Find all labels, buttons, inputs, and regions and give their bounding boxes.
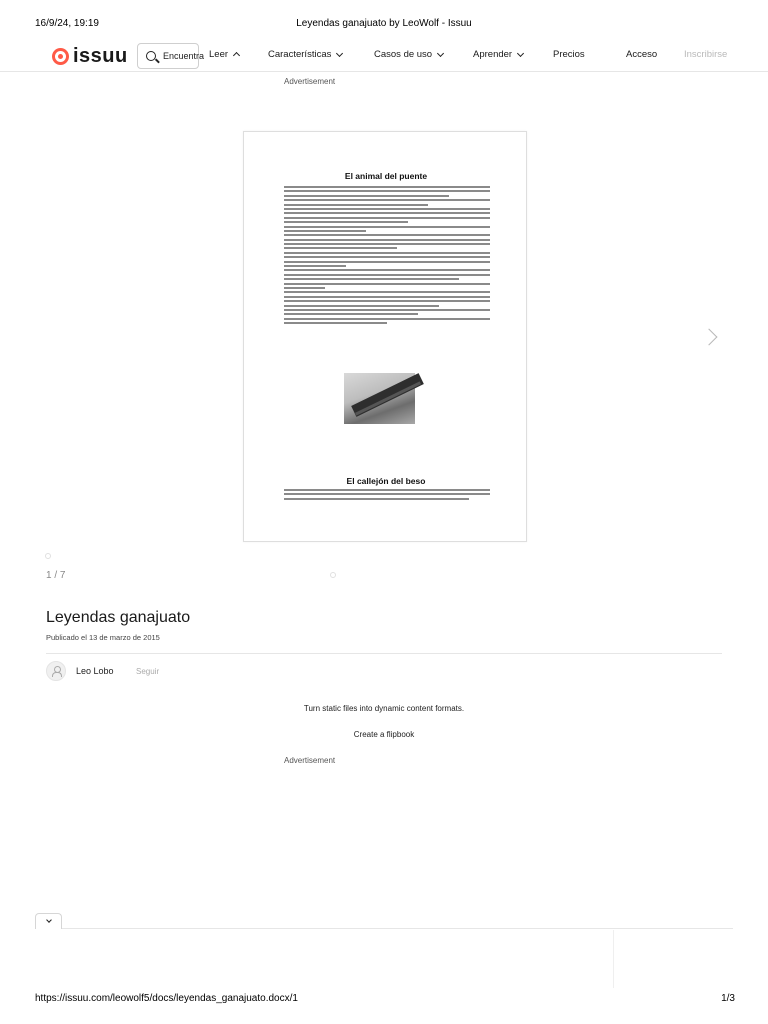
chevron-up-icon [233, 52, 240, 59]
print-url: https://issuu.com/leowolf5/docs/leyendas_ganajuato.docx/1 [35, 993, 298, 1004]
promo-text: Turn static files into dynamic content formats. [303, 704, 465, 713]
nav-casos-label: Casos de uso [374, 49, 433, 60]
page-heading-1: El animal del puente [344, 171, 428, 181]
login-label: Acceso [626, 49, 658, 60]
nav-caracteristicas[interactable] [268, 49, 342, 60]
chevron-down-icon [517, 49, 524, 56]
search-icon [146, 51, 156, 61]
chevron-down-icon [46, 917, 52, 923]
nav-leer[interactable] [209, 49, 239, 60]
issuu-logo[interactable] [52, 45, 128, 67]
collapse-panel-button[interactable] [35, 913, 62, 929]
nav-leer-label: Leer [209, 49, 229, 60]
issuu-logo-icon [52, 48, 69, 65]
document-page-preview[interactable] [243, 131, 527, 542]
nav-aprender-label: Aprender [473, 49, 513, 60]
author-name[interactable]: Leo Lobo [76, 666, 114, 676]
print-footer [0, 993, 768, 1007]
nav-aprender[interactable] [473, 49, 523, 60]
search-placeholder: Encuentra [163, 51, 205, 61]
print-timestamp: 16/9/24, 19:19 [35, 18, 99, 29]
advertisement-label-top: Advertisement [284, 77, 336, 86]
follow-button[interactable]: Seguir [136, 667, 160, 676]
chevron-right-icon[interactable] [701, 329, 718, 346]
document-title: Leyendas ganajuato [46, 609, 191, 626]
create-flipbook-button[interactable]: Create a flipbook [353, 730, 415, 739]
advertisement-label-bottom: Advertisement [284, 756, 336, 765]
print-header [0, 18, 768, 32]
page-counter: 1 / 7 [46, 570, 66, 581]
nav-precios-label: Precios [553, 49, 585, 60]
signup-label: Inscribirse [684, 49, 728, 60]
chevron-down-icon [336, 49, 343, 56]
page-heading-2: El callejón del beso [346, 476, 426, 486]
carousel-dot[interactable] [330, 572, 336, 578]
nav-caracteristicas-label: Características [268, 49, 332, 60]
divider [46, 653, 722, 654]
author-avatar[interactable] [46, 661, 66, 681]
signup-link[interactable] [684, 49, 727, 60]
print-page-number: 1/3 [721, 993, 735, 1004]
search-input[interactable] [137, 43, 205, 69]
chevron-down-icon [437, 49, 444, 56]
login-link[interactable] [626, 49, 657, 60]
nav-precios[interactable] [553, 49, 585, 60]
bottom-divider [62, 928, 733, 929]
page-text-block-1 [284, 186, 490, 327]
top-navbar [0, 40, 768, 72]
print-page-title: Leyendas ganajuato by LeoWolf - Issuu [296, 18, 472, 29]
issuu-logo-text: issuu [73, 44, 128, 67]
publish-date: Publicado el 13 de marzo de 2015 [46, 633, 160, 642]
nav-casos-de-uso[interactable] [374, 49, 443, 60]
bridge-photo [344, 373, 415, 424]
panel-divider [613, 930, 614, 988]
carousel-dot[interactable] [45, 553, 51, 559]
page-text-block-2 [284, 489, 490, 502]
